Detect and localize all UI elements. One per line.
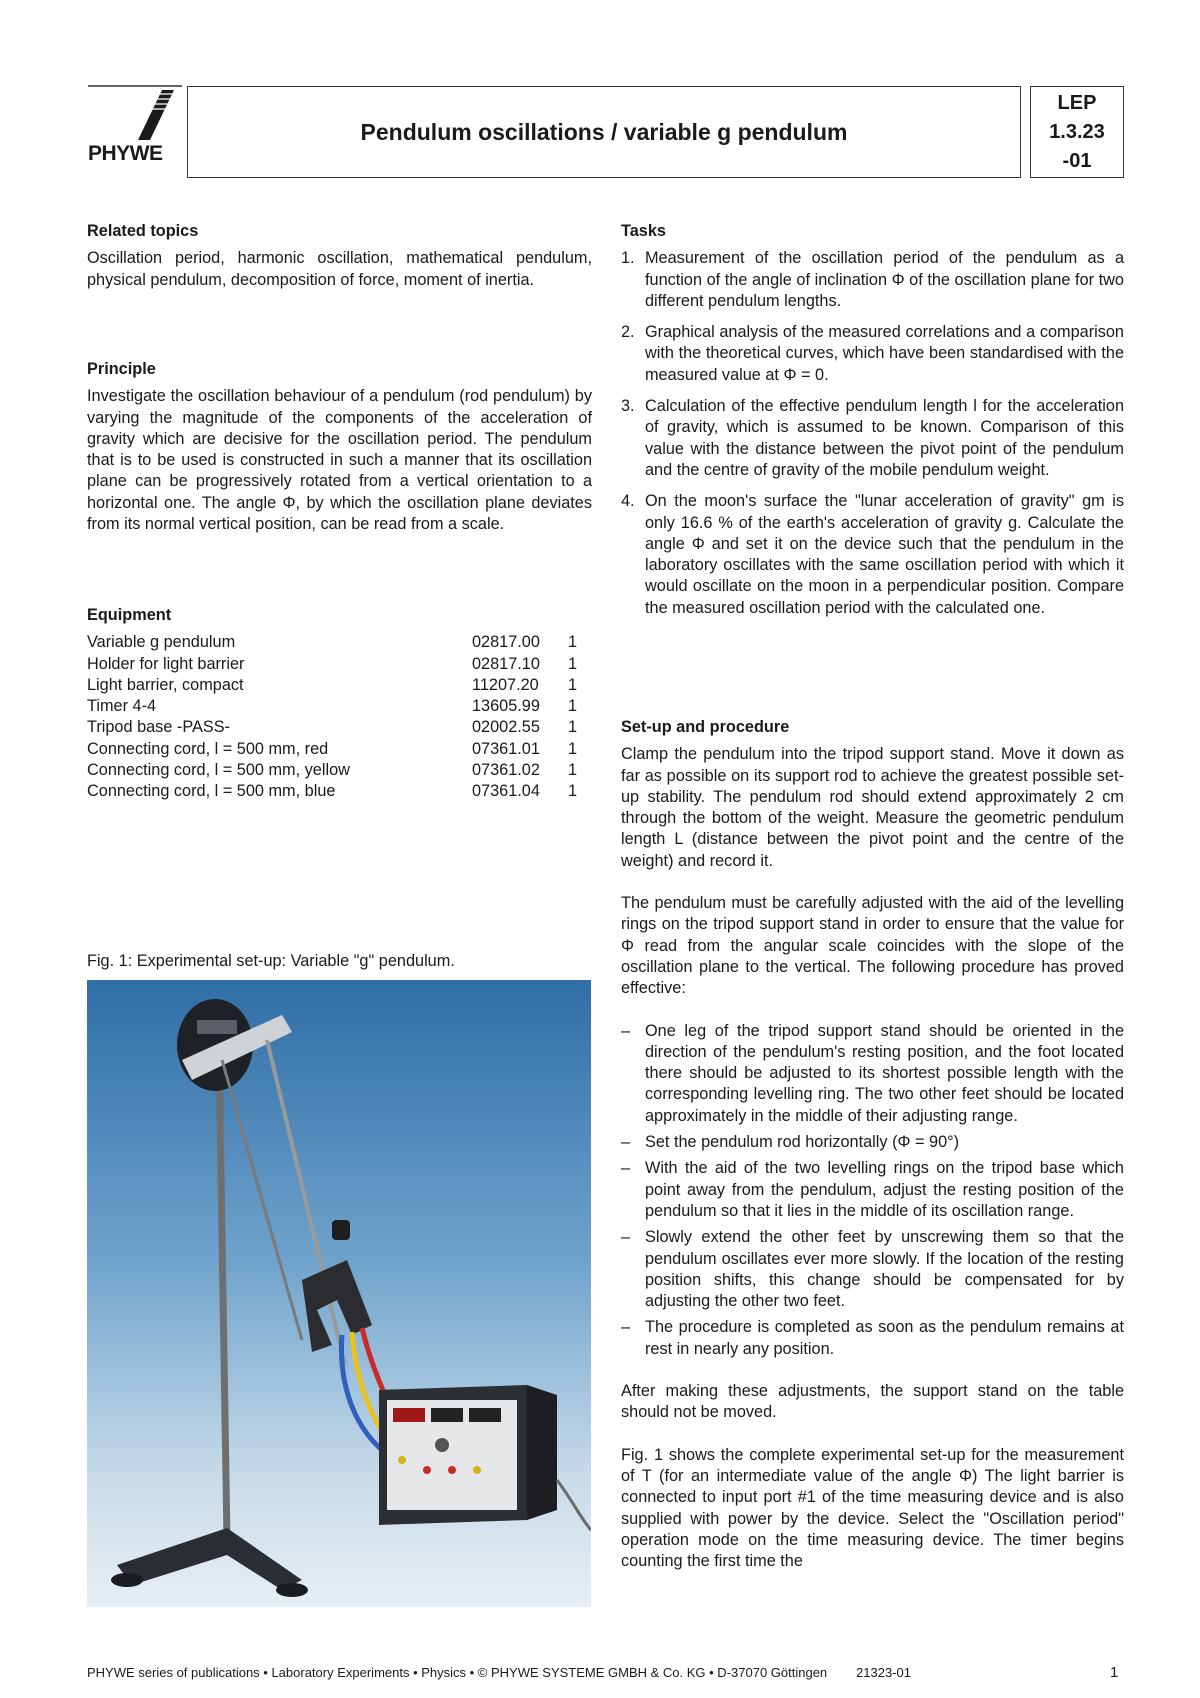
equipment-code: 07361.01	[472, 739, 540, 758]
equipment-name: Holder for light barrier	[87, 654, 245, 673]
task-item: 1. Measurement of the oscillation period of the pendulum as a function of the angle of inclination Φ of the oscillation plane for two different pendulum lengths.	[621, 249, 1124, 310]
lep-box	[1030, 86, 1124, 178]
setup-section	[621, 717, 1124, 1572]
tasks-heading: Tasks	[621, 222, 666, 240]
equipment-name: Light barrier, compact	[87, 675, 244, 694]
logo-text: PHYWE	[88, 142, 163, 165]
setup-paragraph-1: Clamp the pendulum into the tripod support stand. Move it down as far as possible on its support rod to achieve the greatest possible set-up stability. The pendulum rod should extend approximately 2 cm through the bottom of the weight. Measure the geometric pendulum length L (distance between the pivot point and the centre of the weight) and record it.	[621, 745, 1124, 870]
setup-step: – The procedure is completed as soon as the pendulum remains at rest in nearly any position.	[621, 1318, 1124, 1358]
related-topics-text: Oscillation period, harmonic oscillation, mathematical pendulum, physical pendulum, decomposition of force, moment of inertia.	[87, 249, 592, 289]
lep-line-2: 1.3.23	[1049, 120, 1105, 143]
pendulum-setup-image	[87, 980, 591, 1607]
equipment-qty: 1	[568, 739, 578, 758]
setup-steps-list	[621, 1021, 1124, 1360]
setup-step: – Slowly extend the other feet by unscrewing them so that the pendulum oscillates ever more slowly. If the location of the resting position shifts, this change should be compensated for by adjusting the other two feet.	[621, 1228, 1124, 1311]
equipment-code: 07361.04	[472, 782, 540, 801]
equipment-qty: 1	[568, 654, 578, 673]
setup-heading: Set-up and procedure	[621, 718, 790, 736]
task-item: 3. Calculation of the effective pendulum length l for the acceleration of gravity, which is assumed to be known. Comparison of this value with the distance between the pivot point of the pendulum and the centre of gravity of the mobile pendulum weight.	[621, 397, 1124, 479]
setup-paragraph-3: After making these adjustments, the support stand on the table should not be moved.	[621, 1382, 1124, 1422]
tasks-section	[621, 221, 1124, 629]
page-title: Pendulum oscillations / variable g pendulum	[360, 118, 848, 145]
title-box	[187, 86, 1021, 178]
equipment-code: 02002.55	[472, 718, 540, 737]
phywe-logo-mark-icon	[88, 84, 182, 144]
lep-line-3: -01	[1062, 149, 1092, 172]
equipment-code: 13605.99	[472, 697, 540, 716]
equipment-name: Timer 4-4	[87, 697, 157, 716]
figure-caption: Fig. 1: Experimental set-up: Variable "g" pendulum.	[87, 952, 455, 970]
page-number: 1	[1110, 1664, 1119, 1681]
phywe-logo	[88, 84, 182, 180]
equipment-row	[87, 654, 592, 675]
equipment-qty: 1	[568, 675, 578, 694]
equipment-qty: 1	[568, 697, 578, 716]
equipment-row	[87, 781, 592, 802]
equipment-code: 02817.10	[472, 654, 540, 673]
equipment-qty: 1	[568, 782, 578, 801]
setup-step: – Set the pendulum rod horizontally (Φ = 90°)	[621, 1133, 960, 1152]
setup-step: – With the aid of the two levelling rings on the tripod base which point away from the pendulum, adjust the resting position of the pendulum so that it lies in the middle of its oscillation range.	[621, 1159, 1124, 1220]
setup-paragraph-2: The pendulum must be carefully adjusted with the aid of the levelling rings on the tripod support stand in order to ensure that the value for Φ read from the angular scale coincides with the slope of the oscillation plane to the vertical. The following procedure has proved effective:	[621, 894, 1124, 998]
task-item: 2. Graphical analysis of the measured correlations and a comparison with the theoretical curves, which have been standardised with the measured value at Φ = 0.	[621, 323, 1124, 384]
equipment-qty: 1	[568, 718, 578, 737]
equipment-name: Variable g pendulum	[87, 633, 236, 652]
equipment-name: Tripod base -PASS-	[87, 718, 230, 737]
equipment-qty: 1	[568, 633, 578, 652]
equipment-heading: Equipment	[87, 606, 172, 624]
equipment-name: Connecting cord, l = 500 mm, yellow	[87, 761, 350, 780]
related-topics-section	[87, 221, 592, 291]
equipment-section	[87, 605, 592, 803]
equipment-code: 02817.00	[472, 633, 540, 652]
equipment-row	[87, 675, 592, 696]
experiment-photo	[87, 980, 591, 1607]
equipment-row	[87, 739, 592, 760]
equipment-row	[87, 717, 592, 738]
equipment-row	[87, 632, 592, 653]
lep-line-1: LEP	[1057, 91, 1097, 114]
footer-text: PHYWE series of publications • Laboratory Experiments • Physics • © PHYWE SYSTEME GMBH & Co. KG • D-37070 Göttingen 21323-01	[87, 1665, 911, 1680]
tasks-list	[621, 248, 1124, 619]
equipment-code: 11207.20	[472, 675, 539, 694]
equipment-list	[87, 632, 592, 802]
principle-heading: Principle	[87, 360, 156, 378]
principle-text: Investigate the oscillation behaviour of a pendulum (rod pendulum) by varying the magnitude of the components of the acceleration of gravity which are decisive for the oscillation period. The pendulum that is to be used is constructed in such a manner that its oscillation plane can be progressively rotated from a vertical orientation to a horizontal one. The angle Φ, by which the oscillation plane deviates from its normal vertical position, can be read from a scale.	[87, 387, 592, 534]
task-item: 4. On the moon's surface the "lunar acceleration of gravity" gm is only 16.6 % of the earth's acceleration of gravity g. Calculate the angle Φ and set it on the device such that the pendulum in the laboratory oscillates with the same oscillation period with which it would oscillate on the moon in a perpendicular position. Compare the measured oscillation period with the calculated one.	[621, 492, 1124, 617]
equipment-name: Connecting cord, l = 500 mm, red	[87, 739, 329, 758]
equipment-qty: 1	[568, 761, 578, 780]
equipment-row	[87, 696, 592, 717]
equipment-name: Connecting cord, l = 500 mm, blue	[87, 782, 336, 801]
setup-paragraph-4: Fig. 1 shows the complete experimental set-up for the measurement of T (for an intermediate value of the angle Φ) The light barrier is connected to input port #1 of the time measuring device and is also supplied with power by the device. Select the "Oscillation period" operation mode on the time measuring device. The timer begins counting the first time the	[621, 1445, 1124, 1571]
equipment-row	[87, 760, 592, 781]
equipment-code: 07361.02	[472, 761, 540, 780]
principle-section	[87, 359, 592, 535]
related-topics-heading: Related topics	[87, 222, 199, 240]
setup-step: – One leg of the tripod support stand should be oriented in the direction of the pendulum's resting position, and the foot located there should be adjusted to its shortest possible length with the corresponding levelling ring. The two other feet should be located approximately in the middle of their adjusting range.	[621, 1021, 1124, 1125]
